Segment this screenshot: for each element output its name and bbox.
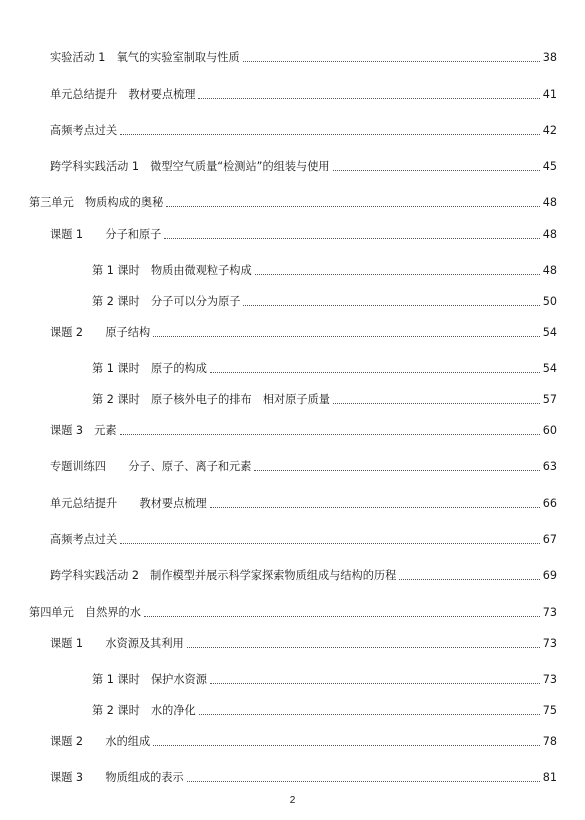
toc-entry[interactable]: [0, 356, 585, 376]
toc-entry-page: 45: [542, 160, 557, 173]
dot-leader: [210, 507, 540, 508]
toc-entry-page: 75: [542, 704, 557, 717]
toc-entry-title: 第 2 课时 分子可以分为原子: [92, 295, 241, 308]
dot-leader: [333, 403, 540, 404]
toc-entry-page: 38: [542, 51, 557, 64]
toc-entry-page: 78: [542, 735, 557, 748]
page-number: 2: [289, 795, 296, 806]
toc-entry-page: 73: [542, 673, 557, 686]
toc-entry-page: 48: [542, 228, 557, 241]
toc-entry-page: 67: [542, 533, 557, 546]
toc-entry-page: 54: [542, 326, 557, 339]
toc-entry-title: 课题 3 元素: [50, 424, 117, 437]
toc-entry-page: 81: [542, 771, 557, 784]
toc-entry-title: 第 1 课时 原子的构成: [92, 362, 207, 375]
dot-leader: [164, 238, 539, 239]
dot-leader: [166, 206, 539, 207]
dot-leader: [255, 274, 540, 275]
toc-entry-page: 41: [542, 88, 557, 101]
toc-entry-title: 课题 1 分子和原子: [50, 228, 162, 241]
toc-entry[interactable]: [0, 418, 585, 438]
toc-entry[interactable]: [0, 289, 585, 309]
dot-leader: [153, 745, 540, 746]
dot-leader: [399, 579, 539, 580]
dot-leader: [187, 781, 540, 782]
toc-entry-title: 课题 2 水的组成: [50, 735, 151, 748]
toc-entry[interactable]: [0, 118, 585, 138]
toc-entry-page: 57: [542, 393, 557, 406]
toc-entry-title: 课题 3 物质组成的表示: [50, 771, 184, 784]
toc-entry[interactable]: [0, 765, 585, 785]
dot-leader: [243, 305, 539, 306]
toc-entry[interactable]: [0, 491, 585, 511]
toc-entry[interactable]: [0, 563, 585, 583]
toc-entry-page: 73: [542, 606, 557, 619]
toc-entry-page: 48: [542, 196, 557, 209]
toc-entry[interactable]: [0, 222, 585, 242]
toc-entry-page: 66: [542, 497, 557, 510]
toc-entry[interactable]: [0, 190, 585, 210]
toc-entry-title: 单元总结提升 教材要点梳理: [50, 88, 196, 101]
dot-leader: [120, 434, 540, 435]
dot-leader: [254, 470, 539, 471]
toc-entry-title: 第 2 课时 原子核外电子的排布 相对原子质量: [92, 393, 330, 406]
toc-entry-page: 54: [542, 362, 557, 375]
dot-leader: [144, 616, 540, 617]
toc-entry[interactable]: [0, 154, 585, 174]
toc-entry-title: 跨学科实践活动 1 微型空气质量“检测站”的组装与使用: [50, 160, 330, 173]
toc-entry[interactable]: [0, 729, 585, 749]
toc-entry-title: 第四单元 自然界的水: [29, 606, 141, 619]
toc-entry-page: 48: [542, 264, 557, 277]
toc-entry-title: 实验活动 1 氧气的实验室制取与性质: [50, 51, 240, 64]
toc-entry-title: 课题 1 水资源及其利用: [50, 637, 184, 650]
toc-entry-title: 高频考点过关: [50, 533, 118, 546]
toc-entry[interactable]: [0, 454, 585, 474]
toc-entry[interactable]: [0, 320, 585, 340]
dot-leader: [210, 683, 540, 684]
toc-entry[interactable]: [0, 667, 585, 687]
dot-leader: [187, 647, 540, 648]
toc-entry-title: 第三单元 物质构成的奥秘: [29, 196, 164, 209]
toc-entry-title: 第 1 课时 物质由微观粒子构成: [92, 264, 252, 277]
toc-entry-title: 专题训练四 分子、原子、离子和元素: [50, 460, 252, 473]
toc-entry-title: 跨学科实践活动 2 制作模型并展示科学家探索物质组成与结构的历程: [50, 569, 397, 582]
toc-entry[interactable]: [0, 82, 585, 102]
dot-leader: [198, 98, 539, 99]
toc-entry[interactable]: [0, 600, 585, 620]
dot-leader: [333, 170, 540, 171]
toc-entry-page: 60: [542, 424, 557, 437]
toc-entry[interactable]: [0, 45, 585, 65]
toc-entry[interactable]: [0, 258, 585, 278]
toc-entry-title: 第 2 课时 水的净化: [92, 704, 196, 717]
toc-entry-page: 63: [542, 460, 557, 473]
dot-leader: [120, 543, 540, 544]
toc-entry-page: 73: [542, 637, 557, 650]
dot-leader: [153, 336, 540, 337]
toc-entry[interactable]: [0, 387, 585, 407]
toc-entry-page: 50: [542, 295, 557, 308]
dot-leader: [120, 134, 540, 135]
toc-entry[interactable]: [0, 631, 585, 651]
dot-leader: [210, 372, 540, 373]
toc-entry-page: 42: [542, 124, 557, 137]
toc-entry-title: 单元总结提升 教材要点梳理: [50, 497, 207, 510]
dot-leader: [199, 714, 540, 715]
dot-leader: [243, 61, 540, 62]
toc-entry-page: 69: [542, 569, 557, 582]
toc-entry[interactable]: [0, 527, 585, 547]
toc-entry-title: 第 1 课时 保护水资源: [92, 673, 207, 686]
toc-entry[interactable]: [0, 698, 585, 718]
toc-entry-title: 课题 2 原子结构: [50, 326, 151, 339]
toc-entry-title: 高频考点过关: [50, 124, 118, 137]
